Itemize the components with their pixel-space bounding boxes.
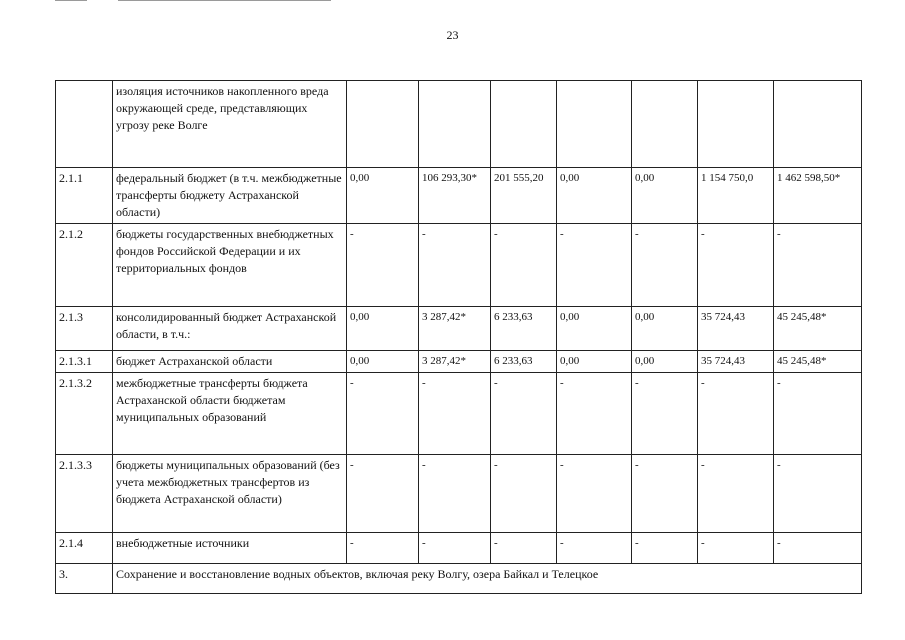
row-name: межбюджетные трансферты бюджета Астраханской области бюджетам муниципальных образований (113, 373, 347, 455)
value-cell: 0,00 (632, 351, 698, 373)
row-code (56, 81, 113, 168)
row-code: 2.1.4 (56, 533, 113, 564)
row-name: бюджеты государственных внебюджетных фондов Российской Федерации и их территориальных фондов (113, 224, 347, 307)
section-code: 3. (56, 564, 113, 594)
table-row (56, 307, 862, 351)
value-cell: - (491, 455, 557, 533)
value-cell: 45 245,48* (774, 351, 862, 373)
value-cell: 0,00 (347, 168, 419, 224)
row-code: 2.1.3.1 (56, 351, 113, 373)
row-name: консолидированный бюджет Астраханской области, в т.ч.: (113, 307, 347, 351)
value-cell: - (419, 373, 491, 455)
value-cell: - (698, 224, 774, 307)
value-cell (419, 81, 491, 168)
value-cell: 0,00 (632, 307, 698, 351)
value-cell: - (557, 455, 632, 533)
value-cell: - (698, 373, 774, 455)
table-row (56, 533, 862, 564)
scan-artifact-line (55, 0, 87, 1)
value-cell: 6 233,63 (491, 307, 557, 351)
row-code: 2.1.1 (56, 168, 113, 224)
value-cell: - (491, 533, 557, 564)
value-cell: 6 233,63 (491, 351, 557, 373)
value-cell (347, 81, 419, 168)
value-cell: 35 724,43 (698, 351, 774, 373)
page-number: 23 (446, 28, 459, 42)
value-cell: - (491, 373, 557, 455)
value-cell: 1 154 750,0 (698, 168, 774, 224)
budget-table (55, 80, 862, 594)
value-cell: - (419, 224, 491, 307)
row-name: внебюджетные источники (113, 533, 347, 564)
value-cell: - (347, 455, 419, 533)
value-cell: 106 293,30* (419, 168, 491, 224)
value-cell: - (491, 224, 557, 307)
section-row (56, 564, 862, 594)
value-cell: - (347, 533, 419, 564)
value-cell (698, 81, 774, 168)
value-cell (557, 81, 632, 168)
value-cell: 0,00 (557, 351, 632, 373)
value-cell: - (774, 455, 862, 533)
value-cell: - (698, 533, 774, 564)
value-cell: - (774, 533, 862, 564)
value-cell: 0,00 (347, 307, 419, 351)
value-cell (491, 81, 557, 168)
value-cell: 35 724,43 (698, 307, 774, 351)
value-cell: 201 555,20 (491, 168, 557, 224)
value-cell: - (774, 224, 862, 307)
table-row (56, 168, 862, 224)
value-cell: 45 245,48* (774, 307, 862, 351)
row-code: 2.1.3.3 (56, 455, 113, 533)
scan-artifact-line (118, 0, 331, 1)
value-cell: - (557, 533, 632, 564)
value-cell (632, 81, 698, 168)
value-cell: 0,00 (557, 168, 632, 224)
section-title: Сохранение и восстановление водных объектов, включая реку Волгу, озера Байкал и Телецкое (113, 564, 862, 594)
value-cell: 1 462 598,50* (774, 168, 862, 224)
value-cell: - (557, 224, 632, 307)
value-cell: - (419, 533, 491, 564)
table-row (56, 351, 862, 373)
row-code: 2.1.3.2 (56, 373, 113, 455)
value-cell: 0,00 (557, 307, 632, 351)
value-cell: 0,00 (632, 168, 698, 224)
value-cell (774, 81, 862, 168)
value-cell: 3 287,42* (419, 351, 491, 373)
table-row (56, 455, 862, 533)
value-cell: - (419, 455, 491, 533)
value-cell: 0,00 (347, 351, 419, 373)
value-cell: - (632, 224, 698, 307)
row-name: бюджеты муниципальных образований (без учета межбюджетных трансфертов из бюджета Астраханской области) (113, 455, 347, 533)
table-row (56, 373, 862, 455)
table-row (56, 81, 862, 168)
value-cell: - (632, 373, 698, 455)
value-cell: - (774, 373, 862, 455)
row-name: изоляция источников накопленного вреда окружающей среде, представляющих угрозу реке Волге (113, 81, 347, 168)
row-name: бюджет Астраханской области (113, 351, 347, 373)
value-cell: 3 287,42* (419, 307, 491, 351)
value-cell: - (347, 224, 419, 307)
value-cell: - (698, 455, 774, 533)
row-code: 2.1.2 (56, 224, 113, 307)
value-cell: - (557, 373, 632, 455)
row-name: федеральный бюджет (в т.ч. межбюджетные трансферты бюджету Астраханской области) (113, 168, 347, 224)
row-code: 2.1.3 (56, 307, 113, 351)
value-cell: - (347, 373, 419, 455)
value-cell: - (632, 455, 698, 533)
value-cell: - (632, 533, 698, 564)
table-row (56, 224, 862, 307)
